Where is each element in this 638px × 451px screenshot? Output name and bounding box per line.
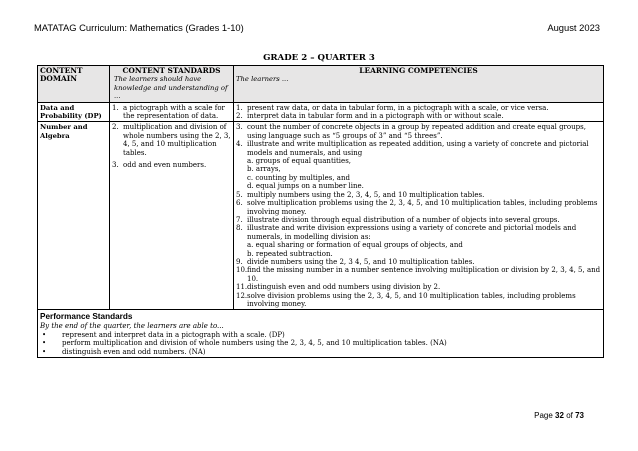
header-content-standards-subtitle: The learners should have knowledge and understanding of ... xyxy=(114,75,228,101)
header-learning-competencies-subtitle: The learners ... xyxy=(236,75,289,84)
page-number: 32 xyxy=(555,411,564,420)
bullet-icon: • xyxy=(42,330,47,339)
bullet-icon: • xyxy=(42,339,47,348)
performance-standards-cell xyxy=(38,310,604,358)
competencies-cell xyxy=(234,122,604,310)
list-item xyxy=(236,123,601,140)
item-number: 5. xyxy=(236,190,243,199)
list-item xyxy=(236,258,601,266)
item-text: d. equal jumps on a number line. xyxy=(247,182,364,191)
competencies-list xyxy=(236,123,601,308)
item-number: 12. xyxy=(236,291,248,300)
list-subitem xyxy=(236,174,601,182)
item-number: 1. xyxy=(236,103,243,112)
list-item xyxy=(112,161,231,169)
page-total: 73 xyxy=(575,411,584,420)
item-text: a. groups of equal quantities, xyxy=(247,157,352,166)
list-item xyxy=(236,104,601,112)
list-item xyxy=(40,331,601,339)
standards-list xyxy=(112,104,231,121)
header-content-standards xyxy=(110,66,234,103)
item-number: 3. xyxy=(236,123,243,132)
item-number: 9. xyxy=(236,257,243,266)
item-text: odd and even numbers. xyxy=(123,161,207,170)
standards-cell xyxy=(110,102,234,122)
page-of-label: of xyxy=(566,411,573,420)
list-subitem xyxy=(236,182,601,190)
item-text: multiplication and division of whole numbers using the 2, 3, 4, 5, and 10 multiplication tables. xyxy=(123,123,231,157)
list-item xyxy=(112,123,231,157)
table-row-na xyxy=(38,122,604,310)
item-text: interpret data in tabular form and in a pictograph with or without scale. xyxy=(247,112,504,121)
list-item xyxy=(236,292,601,309)
competencies-list xyxy=(236,104,601,121)
item-text: a. equal sharing or formation of equal groups of objects, and xyxy=(247,241,463,250)
item-text: b. repeated subtraction. xyxy=(247,249,333,258)
bullet-icon: • xyxy=(42,347,47,356)
item-text: multiply numbers using the 2, 3, 4, 5, and 10 multiplication tables. xyxy=(247,190,485,199)
list-subitem xyxy=(236,157,601,165)
item-number: 1. xyxy=(112,103,119,112)
item-text: solve multiplication problems using the 2, 3, 4, 5, and 10 multiplication tables, including problems involving money. xyxy=(247,199,598,216)
performance-standards-list xyxy=(40,331,601,356)
grade-quarter-title: GRADE 2 – QUARTER 3 xyxy=(263,53,375,63)
list-item xyxy=(236,140,601,157)
item-number: 11. xyxy=(236,283,248,292)
item-text: illustrate division through equal distribution of a number of objects into several groups. xyxy=(247,215,560,224)
item-text: illustrate and write multiplication as repeated addition, using a variety of concrete and pictorial models and numerals, and using xyxy=(247,140,589,157)
document-date: August 2023 xyxy=(547,22,600,33)
item-text: c. counting by multiples, and xyxy=(247,173,350,182)
item-text: represent and interpret data in a pictograph with a scale. (DP) xyxy=(62,330,285,339)
list-item xyxy=(236,283,601,291)
competencies-cell xyxy=(234,102,604,122)
list-item xyxy=(40,348,601,356)
item-text: count the number of concrete objects in a group by repeated addition and create equal groups, using language such as “5 groups of 3” and “5 threes”. xyxy=(247,123,586,140)
item-text: divide numbers using the 2, 3 4, 5, and 10 multiplication tables. xyxy=(247,257,475,266)
table-header-row xyxy=(38,66,604,103)
item-text: distinguish even and odd numbers using division by 2. xyxy=(247,283,441,292)
list-subitem xyxy=(236,165,601,173)
header-content-domain: CONTENT DOMAIN xyxy=(38,66,110,103)
page-label: Page xyxy=(534,411,553,420)
standards-cell xyxy=(110,122,234,310)
curriculum-table xyxy=(37,65,604,358)
list-item xyxy=(236,112,601,120)
page-header xyxy=(34,22,600,36)
item-number: 2. xyxy=(112,123,119,132)
item-number: 6. xyxy=(236,199,243,208)
performance-standards-title: Performance Standards xyxy=(40,312,133,322)
performance-standards-intro: By the end of the quarter, the learners are able to... xyxy=(40,322,224,331)
item-number: 7. xyxy=(236,215,243,224)
item-text: solve division problems using the 2, 3, 4, 5, and 10 multiplication tables, including problems involving money. xyxy=(247,291,576,308)
list-item xyxy=(236,216,601,224)
list-item xyxy=(236,266,601,283)
domain-cell: Number and Algebra xyxy=(38,122,110,310)
item-text: b. arrays, xyxy=(247,165,281,174)
item-text: distinguish even and odd numbers. (NA) xyxy=(62,347,206,356)
list-subitem xyxy=(236,250,601,258)
item-number: 2. xyxy=(236,112,243,121)
list-item xyxy=(112,104,231,121)
standards-list xyxy=(112,123,231,169)
domain-cell: Data and Probability (DP) xyxy=(38,102,110,122)
header-learning-competencies xyxy=(234,66,604,103)
curriculum-title: MATATAG Curriculum: Mathematics (Grades 1-10) xyxy=(34,22,244,33)
item-text: find the missing number in a number sentence involving multiplication or division by 2, 3, 4, 5, and 10. xyxy=(247,266,601,283)
list-item xyxy=(40,339,601,347)
item-number: 3. xyxy=(112,161,119,170)
list-item xyxy=(236,224,601,241)
item-text: present raw data, or data in tabular form, in a pictograph with a scale, or vice versa. xyxy=(247,103,549,112)
list-item xyxy=(236,191,601,199)
header-content-standards-title: CONTENT STANDARDS xyxy=(122,66,221,75)
table-row-dp xyxy=(38,102,604,122)
page-footer xyxy=(534,411,584,420)
list-subitem xyxy=(236,241,601,249)
item-number: 10. xyxy=(236,266,248,275)
item-number: 8. xyxy=(236,224,243,233)
item-number: 4. xyxy=(236,140,243,149)
item-text: a pictograph with a scale for the representation of data. xyxy=(123,103,225,121)
item-text: perform multiplication and division of whole numbers using the 2, 3, 4, 5, and 10 multiplication tables. (NA) xyxy=(62,339,447,348)
item-text: illustrate and write division expressions using a variety of concrete and pictorial models and numerals, in modelling division as: xyxy=(247,224,577,241)
header-learning-competencies-title: LEARNING COMPETENCIES xyxy=(359,66,478,75)
performance-standards-row xyxy=(38,310,604,358)
list-item xyxy=(236,199,601,216)
